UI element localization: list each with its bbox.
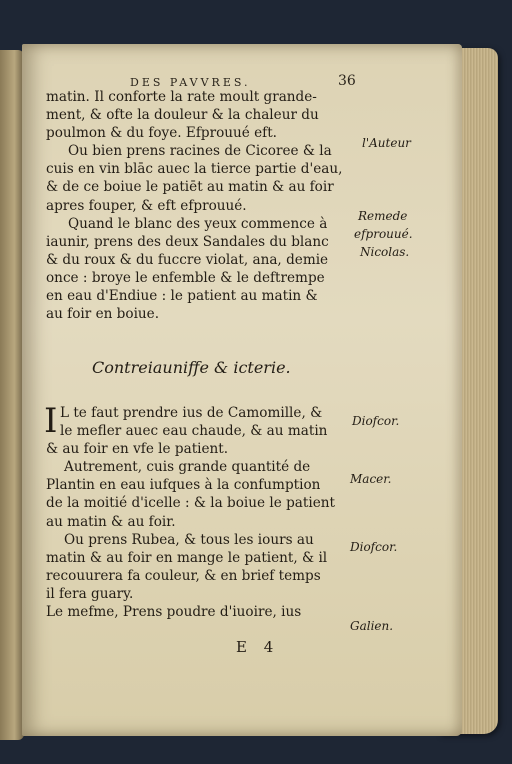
text-line: au foir en boiue.: [46, 306, 160, 323]
text-line: Ou bien prens racines de Cicoree & la: [68, 143, 332, 160]
margin-note-dioscor: Diofcor.: [352, 414, 400, 428]
page-number: 36: [338, 73, 356, 89]
margin-note-remede: Remede: [358, 209, 408, 223]
margin-note-dioscor-2: Diofcor.: [350, 540, 398, 554]
text-line: apres fouper, & eft efprouué.: [46, 197, 247, 214]
margin-note-macer: Macer.: [350, 472, 392, 486]
margin-note-auteur: l'Auteur: [362, 136, 411, 150]
facing-page-edge: [0, 50, 24, 740]
margin-note-nicolas: Nicolas.: [360, 245, 410, 259]
text-line: Ou prens Rubea, & tous les iours au: [64, 531, 314, 548]
text-line: Quand le blanc des yeux commence à: [68, 215, 328, 232]
text-line: Le mefme, Prens poudre d'iuoire, ius: [46, 604, 302, 621]
running-head-title: DES PAVVRES.: [130, 76, 251, 89]
text-line: il fera guary.: [46, 585, 134, 602]
text-line: cuis en vin blāc auec la tierce partie d'eau,: [46, 161, 343, 178]
paragraph-1: [46, 88, 360, 323]
text-line: Plantin en eau iufques à la confumption: [46, 477, 321, 494]
text-line: en eau d'Endiue : le patient au matin &: [46, 288, 318, 305]
text-line: poulmon & du foye. Efprouué eft.: [46, 125, 277, 142]
margin-note-galien: Galien.: [350, 619, 394, 633]
text-line: iaunir, prens des deux Sandales du blanc: [46, 233, 329, 250]
text-line: Autrement, cuis grande quantité de: [64, 459, 311, 476]
text-line: le mefler auec eau chaude, & au matin: [60, 423, 328, 440]
text-line: & de ce boiue le patiēt au matin & au foir: [46, 179, 334, 196]
text-line: ment, & ofte la douleur & la chaleur du: [46, 107, 319, 124]
margin-note-esprouue: efprouué.: [354, 227, 413, 241]
text-line: de la moitié d'icelle : & la boiue le patient: [46, 495, 335, 512]
text-line: matin & au foir en mange le patient, & il: [46, 549, 328, 566]
drop-capital: I: [44, 401, 58, 441]
section-heading: Contreiauniffe & icterie.: [92, 358, 291, 377]
text-line: & du roux & du fuccre violat, ana, demie: [46, 251, 329, 268]
text-line: once : broye le enfemble & le deftrempe: [46, 269, 325, 286]
text-line: matin. Il conforte la rate moult grande-: [46, 89, 317, 105]
text-line: au matin & au foir.: [46, 513, 176, 530]
paragraph-2: [44, 401, 360, 621]
text-line: & au foir en vfe le patient.: [46, 441, 229, 458]
text-line: L te faut prendre ius de Camomille, &: [60, 405, 323, 421]
text-line: recouurera fa couleur, & en brief temps: [46, 567, 321, 584]
signature-mark: E 4: [236, 638, 280, 656]
